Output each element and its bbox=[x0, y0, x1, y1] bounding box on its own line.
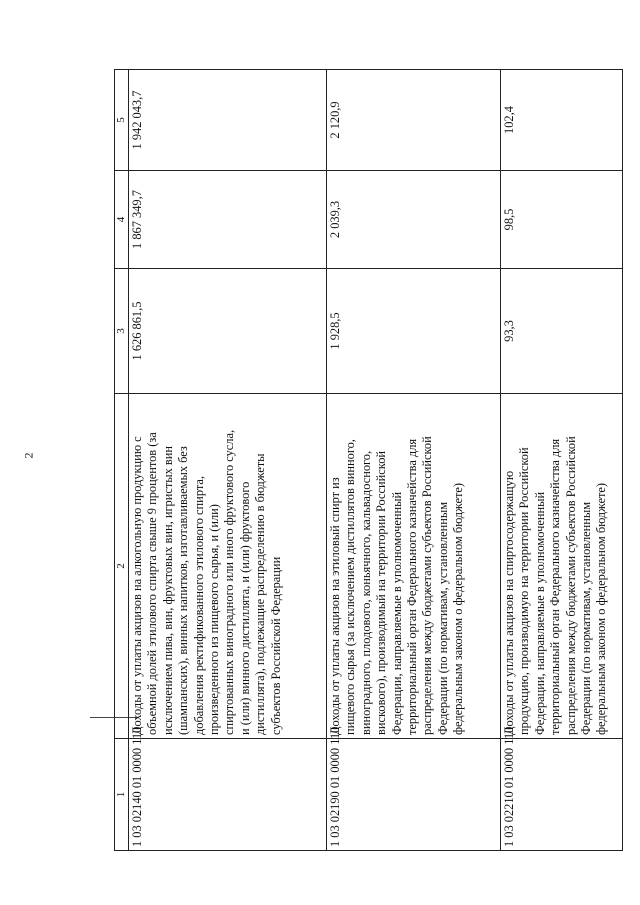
description-line: продукцию, производимую на территории Российской bbox=[517, 447, 532, 735]
code-cell: 1 03 02140 01 0000 110 bbox=[129, 739, 327, 851]
description-line: территориальный орган Федерального казначейства для bbox=[405, 438, 420, 735]
header-cell: 1 bbox=[115, 739, 129, 851]
description-line: Доходы от уплаты акцизов на этиловый спирт из bbox=[328, 477, 342, 735]
description-line: исключением пива, вин, фруктовых вин, игристых вин bbox=[160, 445, 175, 735]
description-line: пищевого сырья (за исключением дистиллятов винного, bbox=[343, 439, 358, 735]
description-line: Федерации (по нормативам, установленным bbox=[435, 501, 450, 735]
description-line: Федерации (по нормативам, установленным bbox=[579, 501, 594, 735]
code-cell: 1 03 02190 01 0000 110 bbox=[327, 739, 501, 851]
description-cell bbox=[501, 394, 623, 739]
rotated-table-container bbox=[114, 70, 623, 851]
description-line: Федерации, направляемые в уполномоченный bbox=[389, 491, 404, 735]
description-cell bbox=[129, 394, 327, 739]
description-line: субъектов Российской Федерации bbox=[268, 556, 283, 735]
description-line: федеральным законом о федеральном бюджете) bbox=[451, 482, 466, 735]
value-cell: 1 626 861,5 bbox=[129, 269, 327, 394]
description-line: виноградного, плодового, коньячного, кальвадосного, bbox=[358, 450, 373, 735]
value-cell: 1 928,5 bbox=[327, 269, 501, 394]
revenue-table bbox=[114, 69, 623, 851]
description-line: (шампанских), винных напитков, изготавливаемых без bbox=[176, 446, 191, 735]
description-line: и (или) винного дистиллята, и (или) фруктового bbox=[237, 481, 252, 735]
header-cell: 2 bbox=[115, 394, 129, 739]
code-cell: 1 03 02210 01 0000 110 bbox=[501, 739, 623, 851]
value-cell: 1 867 349,7 bbox=[129, 171, 327, 269]
value-cell: 93,3 bbox=[501, 269, 623, 394]
table-row bbox=[129, 70, 327, 851]
description-line: Федерации, направляемые в уполномоченный bbox=[532, 491, 547, 735]
description-line: добавления ректификованного этилового спирта, bbox=[191, 475, 206, 735]
description-line: Доходы от уплаты акцизов на спиртосодержащую bbox=[502, 470, 516, 735]
value-cell: 1 942 043,7 bbox=[129, 70, 327, 171]
value-cell: 2 120,9 bbox=[327, 70, 501, 171]
header-cell: 4 bbox=[115, 171, 129, 269]
header-cell: 3 bbox=[115, 269, 129, 394]
page-number: 2 bbox=[21, 452, 36, 459]
description-line: территориальный орган Федерального казначейства для bbox=[548, 438, 563, 735]
description-line: произведенного из пищевого сырья, и (или) bbox=[207, 504, 222, 735]
description-line: вискового), производимый на территории Российской bbox=[374, 450, 389, 735]
table-row bbox=[327, 70, 501, 851]
header-row bbox=[115, 70, 129, 851]
description-line: федеральным законом о федеральном бюджете) bbox=[594, 482, 609, 735]
table-row bbox=[501, 70, 623, 851]
description-line: распределения между бюджетами субъектов Российской bbox=[563, 436, 578, 735]
value-cell: 2 039,3 bbox=[327, 171, 501, 269]
description-line: объемной долей этилового спирта свыше 9 процентов (за bbox=[145, 432, 160, 735]
description-line: дистиллята), подлежащие распределению в бюджеты bbox=[253, 453, 268, 735]
description-line: спиртованных виноградного или иного фруктового сусла, bbox=[222, 429, 237, 735]
value-cell: 98,5 bbox=[501, 171, 623, 269]
value-cell: 102,4 bbox=[501, 70, 623, 171]
description-line: распределения между бюджетами субъектов Российской bbox=[420, 436, 435, 735]
description-cell bbox=[327, 394, 501, 739]
header-cell: 5 bbox=[115, 70, 129, 171]
description-line: Доходы от уплаты акцизов на алкогольную продукцию с bbox=[130, 436, 144, 735]
